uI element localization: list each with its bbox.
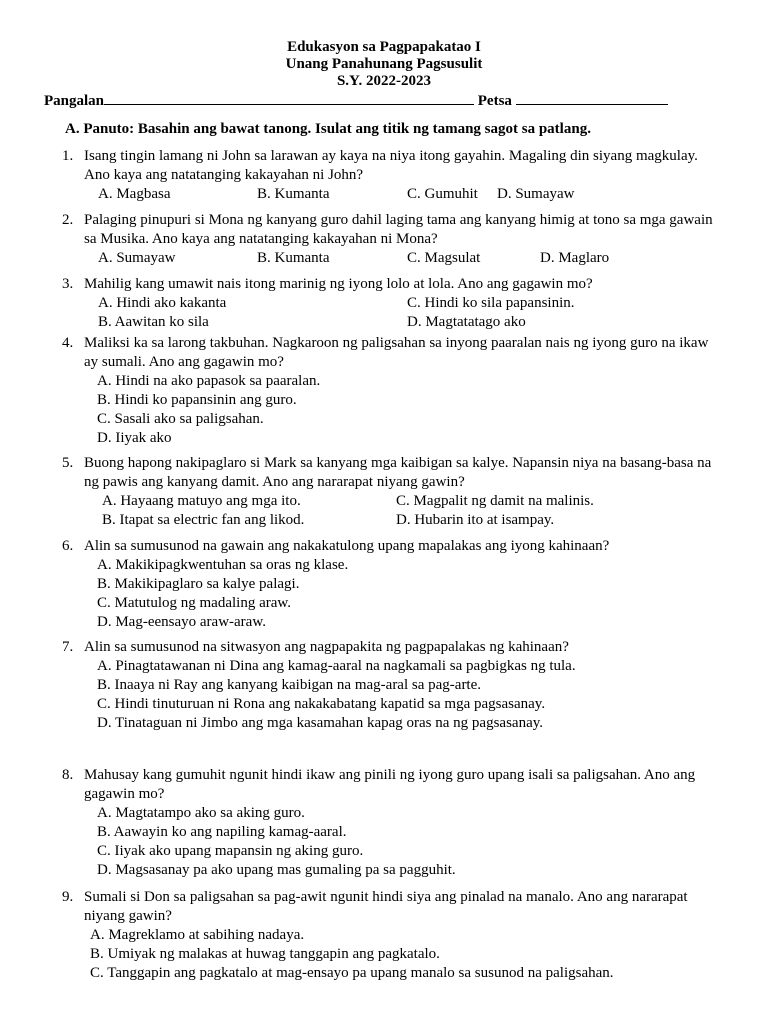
question-number: 2. bbox=[62, 212, 74, 228]
question-2 bbox=[62, 211, 742, 268]
question-text: Buong hapong nakipaglaro si Mark sa kanyang mga kaibigan sa kalye. Napansin niya na basang-basa na ng pawis ang kanyang damit. Ano ang nararapat niyang gawin? bbox=[84, 455, 712, 490]
question-number: 6. bbox=[62, 538, 74, 554]
option-a[interactable]: A. Sumayaw bbox=[98, 250, 176, 266]
question-text: Isang tingin lamang ni John sa larawan ay kaya na niya itong gayahin. Magaling din siyang magkulay. Ano kaya ang natatanging kakayahan ni John? bbox=[84, 148, 698, 183]
option-b[interactable]: B. Kumanta bbox=[257, 186, 330, 202]
option-a[interactable]: A. Makikipagkwentuhan sa oras ng klase. bbox=[97, 557, 349, 573]
question-6 bbox=[62, 537, 742, 632]
option-a[interactable]: A. Magreklamo at sabihing nadaya. bbox=[90, 927, 305, 943]
option-c[interactable]: C. Hindi tinuturuan ni Rona ang nakakabatang kapatid sa mga pagsasanay. bbox=[97, 696, 546, 712]
question-7 bbox=[62, 638, 742, 733]
option-a[interactable]: A. Magbasa bbox=[98, 186, 171, 202]
option-d[interactable]: D. Maglaro bbox=[540, 250, 610, 266]
option-b[interactable]: B. Kumanta bbox=[257, 250, 330, 266]
question-text: Palaging pinupuri si Mona ng kanyang guro dahil laging tama ang kanyang himig at tono sa mga gawain sa Musika. Ano kaya ang natatanging kakayahan ni Mona? bbox=[84, 212, 713, 247]
option-b[interactable]: B. Makikipaglaro sa kalye palagi. bbox=[97, 576, 300, 592]
subject-title: Edukasyon sa Pagpapakatao I bbox=[287, 39, 481, 55]
name-label: Pangalan bbox=[44, 93, 105, 109]
question-1 bbox=[62, 147, 742, 204]
exam-header bbox=[0, 0, 768, 90]
question-text: Mahilig kang umawit nais itong marinig ng iyong lolo at lola. Ano ang gagawin mo? bbox=[84, 276, 593, 292]
option-c[interactable]: C. Iiyak ako upang mapansin ng aking guro. bbox=[97, 843, 364, 859]
question-5 bbox=[62, 454, 742, 530]
option-c[interactable]: C. Magsulat bbox=[407, 250, 481, 266]
question-number: 5. bbox=[62, 455, 74, 471]
option-a[interactable]: A. Hayaang matuyo ang mga ito. bbox=[102, 493, 301, 509]
option-b[interactable]: B. Aawitan ko sila bbox=[98, 314, 209, 330]
question-number: 7. bbox=[62, 639, 74, 655]
option-c[interactable]: C. Hindi ko sila papansinin. bbox=[407, 295, 575, 311]
option-c[interactable]: C. Tanggapin ang pagkatalo at mag-ensayo pa upang manalo sa susunod na paligsahan. bbox=[90, 965, 614, 981]
option-d[interactable]: D. Iiyak ako bbox=[97, 430, 172, 446]
option-c[interactable]: C. Matutulog ng madaling araw. bbox=[97, 595, 291, 611]
question-text: Alin sa sumusunod na sitwasyon ang nagpapakita ng pagpapalakas ng kahinaan? bbox=[84, 639, 569, 655]
exam-title: Unang Panahunang Pagsusulit bbox=[285, 56, 483, 72]
name-blank[interactable] bbox=[104, 91, 474, 105]
option-c[interactable]: C. Magpalit ng damit na malinis. bbox=[396, 493, 594, 509]
option-a[interactable]: A. Magtatampo ako sa aking guro. bbox=[97, 805, 305, 821]
option-c[interactable]: C. Gumuhit bbox=[407, 186, 478, 202]
question-number: 8. bbox=[62, 767, 74, 783]
option-a[interactable]: A. Hindi na ako papasok sa paaralan. bbox=[97, 373, 321, 389]
question-number: 9. bbox=[62, 889, 74, 905]
question-number: 4. bbox=[62, 335, 74, 351]
question-text: Maliksi ka sa larong takbuhan. Nagkaroon ng paligsahan sa inyong paaralan nais ng iyong guro na ikaw ay sumali. Ano ang gagawin mo? bbox=[84, 335, 709, 370]
option-b[interactable]: B. Itapat sa electric fan ang likod. bbox=[102, 512, 305, 528]
question-8 bbox=[62, 766, 742, 880]
option-b[interactable]: B. Hindi ko papansinin ang guro. bbox=[97, 392, 297, 408]
name-date-row bbox=[44, 91, 668, 111]
question-9 bbox=[62, 888, 742, 983]
option-b[interactable]: B. Inaaya ni Ray ang kanyang kaibigan na mag-aral sa pag-arte. bbox=[97, 677, 482, 693]
option-c[interactable]: C. Sasali ako sa paligsahan. bbox=[97, 411, 264, 427]
option-d[interactable]: D. Hubarin ito at isampay. bbox=[396, 512, 555, 528]
school-year: S.Y. 2022-2023 bbox=[336, 73, 432, 89]
instructions: A. Panuto: Basahin ang bawat tanong. Isulat ang titik ng tamang sagot sa patlang. bbox=[65, 121, 591, 137]
question-text: Alin sa sumusunod na gawain ang nakakatulong upang mapalakas ang iyong kahinaan? bbox=[84, 538, 610, 554]
option-b[interactable]: B. Umiyak ng malakas at huwag tanggapin ang pagkatalo. bbox=[90, 946, 440, 962]
option-d[interactable]: D. Magtatatago ako bbox=[407, 314, 526, 330]
question-number: 3. bbox=[62, 276, 74, 292]
option-d[interactable]: D. Magsasanay pa ako upang mas gumaling pa sa pagguhit. bbox=[97, 862, 456, 878]
question-3 bbox=[62, 275, 742, 332]
question-4 bbox=[62, 334, 742, 448]
question-number: 1. bbox=[62, 148, 74, 164]
question-text: Sumali si Don sa paligsahan sa pag-awit ngunit hindi siya ang pinalad na manalo. Ano ang nararapat niyang gawin? bbox=[84, 889, 688, 924]
option-a[interactable]: A. Pinagtatawanan ni Dina ang kamag-aaral na nagkamali sa pagbigkas ng tula. bbox=[97, 658, 576, 674]
option-d[interactable]: D. Sumayaw bbox=[497, 186, 575, 202]
question-text: Mahusay kang gumuhit ngunit hindi ikaw ang pinili ng iyong guro upang isali sa paligsahan. Ano ang gagawin mo? bbox=[84, 767, 696, 802]
option-d[interactable]: D. Mag-eensayo araw-araw. bbox=[97, 614, 266, 630]
date-label: Petsa bbox=[477, 93, 512, 109]
option-d[interactable]: D. Tinataguan ni Jimbo ang mga kasamahan kapag oras na ng pagsasanay. bbox=[97, 715, 544, 731]
date-blank[interactable] bbox=[516, 91, 668, 105]
option-b[interactable]: B. Aawayin ko ang napiling kamag-aaral. bbox=[97, 824, 347, 840]
option-a[interactable]: A. Hindi ako kakanta bbox=[98, 295, 227, 311]
